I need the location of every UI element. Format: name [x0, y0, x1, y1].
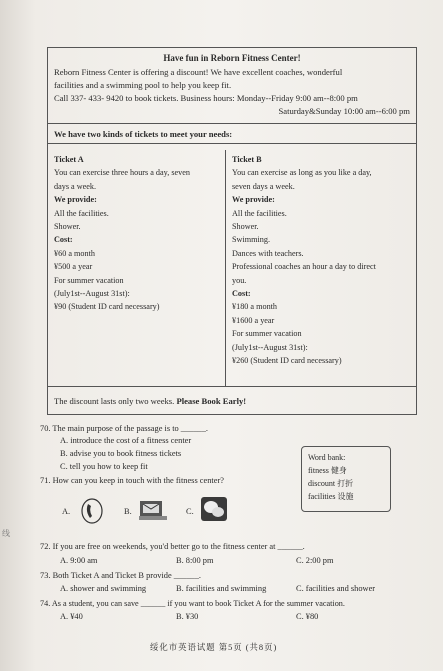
q73-option-c: C. facilities and shower [296, 584, 376, 593]
ad-footer [48, 388, 416, 415]
q74-option-c: C. ¥80 [296, 612, 319, 621]
ticket-a-line: (July1st--August 31st): [54, 289, 130, 299]
question-72: 72. If you are free on weekends, you'd better go to the fitness center at ______. [40, 542, 305, 551]
ticket-a-line: Cost: [54, 235, 73, 245]
ticket-b-line: ¥180 a month [232, 302, 278, 312]
ticket-a-line: ¥90 (Student ID card necessary) [54, 302, 160, 312]
ad-intro-line-4: Saturday&Sunday 10:00 am--6:00 pm [278, 106, 410, 116]
ticket-b-line: You can exercise as long as you like a day, [232, 168, 372, 178]
ticket-b-line: Cost: [232, 289, 251, 299]
ad-intro-line-2: facilities and a swimming pool to help you keep fit. [54, 80, 232, 90]
q70-option-a: A. introduce the cost of a fitness center [60, 436, 192, 445]
ticket-columns [48, 150, 416, 387]
binding-margin-mark: 线 [2, 529, 10, 538]
q71-option-b: B. [124, 507, 132, 516]
advertisement-box [47, 47, 417, 415]
ticket-a-line: Ticket A [54, 155, 84, 164]
q72-option-b: B. 8:00 pm [176, 556, 214, 565]
ticket-a-column [48, 150, 226, 386]
question-73: 73. Both Ticket A and Ticket B provide ______. [40, 571, 201, 580]
ticket-b-line: seven days a week. [232, 181, 295, 191]
word-bank-entry-3: facilities 设施 [308, 492, 354, 501]
ad-intro-line-1: Reborn Fitness Center is offering a discount! We have excellent coaches, wonderful [54, 67, 343, 77]
ticket-a-line: ¥500 a year [54, 262, 93, 272]
ad-footer-emphasis: Please Book Early! [176, 396, 247, 406]
q70-option-b: B. advise you to book fitness tickets [60, 449, 182, 458]
ticket-b-line: Shower. [232, 222, 259, 232]
ticket-b-line: you. [232, 275, 247, 285]
word-bank-entry-1: fitness 健身 [308, 466, 347, 475]
ticket-b-line: Professional coaches an hour a day to direct [232, 262, 376, 272]
ticket-a-line: We provide: [54, 195, 97, 205]
word-bank-title: Word bank: [308, 453, 346, 462]
ad-subheading: We have two kinds of tickets to meet your needs: [48, 124, 416, 144]
ad-intro-line-3: Call 337- 433- 9420 to book tickets. Business hours: Monday--Friday 9:00 am--8:00 pm [54, 93, 358, 103]
ticket-b-column [226, 150, 416, 386]
ticket-a-line: Shower. [54, 222, 81, 232]
q74-option-a: A. ¥40 [60, 612, 83, 621]
ticket-b-line: (July1st--August 31st): [232, 342, 308, 352]
wechat-icon [201, 497, 227, 521]
email-icon [138, 498, 168, 520]
ad-header [48, 48, 416, 124]
question-74: 74. As a student, you can save ______ if you want to book Ticket A for the summer vacation. [40, 599, 345, 608]
word-bank [301, 446, 391, 512]
ticket-b-line: All the facilities. [232, 208, 287, 218]
q73-option-a: A. shower and swimming [60, 584, 147, 593]
ticket-a-line: You can exercise three hours a day, seven [54, 168, 190, 178]
q72-option-a: A. 9:00 am [60, 556, 98, 565]
ticket-b-line: For summer vacation [232, 329, 302, 339]
q73-option-b: B. facilities and swimming [176, 584, 267, 593]
ticket-b-line: Dances with teachers. [232, 248, 304, 258]
question-70: 70. The main purpose of the passage is to ______. [40, 424, 209, 433]
ad-title: Have fun in Reborn Fitness Center! [163, 53, 301, 63]
page-footer: 绥化市英语试题 第5页 (共8页) [150, 643, 278, 652]
ticket-a-line: For summer vacation [54, 275, 124, 285]
q74-option-b: B. ¥30 [176, 612, 199, 621]
question-71: 71. How can you keep in touch with the fitness center? [40, 476, 224, 485]
ticket-b-line: ¥260 (Student ID card necessary) [232, 356, 342, 366]
ticket-b-line: ¥1600 a year [232, 315, 275, 325]
q71-option-c: C. [186, 507, 194, 516]
ticket-a-line: days a week. [54, 181, 97, 191]
ticket-b-line: We provide: [232, 195, 275, 205]
q71-option-a: A. [62, 507, 71, 516]
q72-option-c: C. 2:00 pm [296, 556, 334, 565]
phone-icon [80, 497, 102, 519]
word-bank-entry-2: discount 打折 [308, 479, 354, 488]
ticket-b-line: Ticket B [232, 155, 262, 164]
ticket-b-line: Swimming. [232, 235, 270, 245]
q70-option-c: C. tell you how to keep fit [60, 462, 148, 471]
ticket-a-line: ¥60 a month [54, 248, 95, 258]
ad-footer-text: The discount lasts only two weeks. [54, 396, 177, 406]
ticket-a-line: All the facilities. [54, 208, 109, 218]
